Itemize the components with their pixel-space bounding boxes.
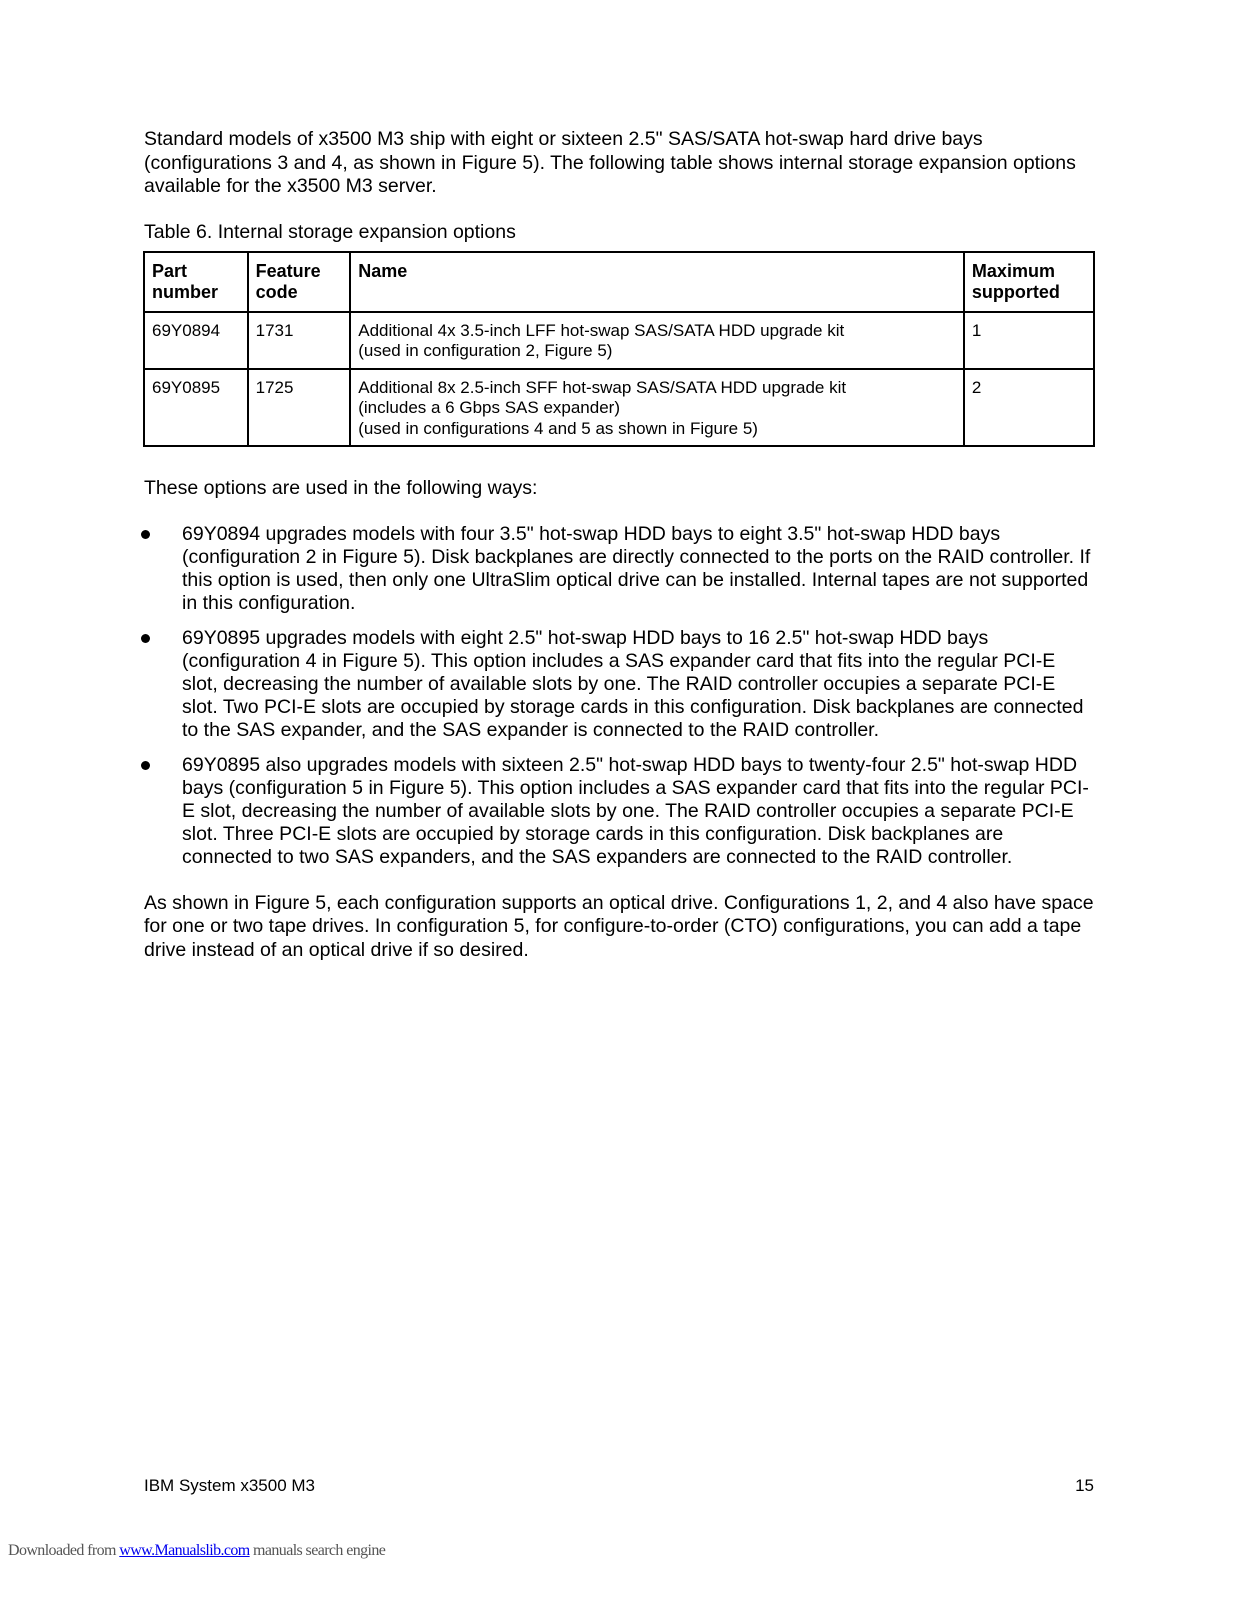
header-name: Name <box>350 252 964 312</box>
uses-intro-paragraph: These options are used in the following ways: <box>144 477 538 499</box>
intro-paragraph: Standard models of x3500 M3 ship with eight or sixteen 2.5" SAS/SATA hot-swap hard drive bays (configurations 3 and 4, as shown in Figure 5). The following table shows internal storage expansion options available for the x3500 M3 server. <box>144 128 1076 197</box>
bullet-icon <box>141 634 150 643</box>
manualslib-link[interactable]: www.Manualslib.com <box>119 1542 250 1559</box>
list-item-text: 69Y0895 upgrades models with eight 2.5" hot-swap HDD bays to 16 2.5" hot-swap HDD bays (configuration 4 in Figure 5). This option includes a SAS expander card that fits into the regular PCI-E slot, decreasing the number of available slots by one. The RAID controller occupies a separate PCI-E slot. Two PCI-E slots are occupied by storage cards in this configuration. Disk backplanes are connected to the SAS expander, and the SAS expander is connected to the RAID controller. <box>182 626 1084 741</box>
bullet-list <box>144 523 1094 869</box>
cell-part-number: 69Y0895 <box>144 369 248 447</box>
table-caption: Table 6. Internal storage expansion options <box>144 220 516 243</box>
bullet-icon <box>141 530 150 539</box>
cell-maximum-supported: 1 <box>964 312 1094 369</box>
bullet-icon <box>141 761 150 770</box>
cell-name: Additional 8x 2.5-inch SFF hot-swap SAS/SATA HDD upgrade kit (includes a 6 Gbps SAS expander) (used in configurations 4 and 5 as shown in Figure 5) <box>350 369 964 447</box>
footer-title: IBM System x3500 M3 <box>144 1476 316 1495</box>
header-feature-code: Feature code <box>248 252 351 312</box>
table-header-row <box>144 252 1094 312</box>
download-note <box>8 1541 385 1561</box>
page-number: 15 <box>1075 1476 1094 1495</box>
cell-part-number: 69Y0894 <box>144 312 248 369</box>
download-note-suffix: manuals search engine <box>249 1542 386 1559</box>
cell-name: Additional 4x 3.5-inch LFF hot-swap SAS/SATA HDD upgrade kit (used in configuration 2, Figure 5) <box>350 312 964 369</box>
cell-feature-code: 1725 <box>248 369 351 447</box>
list-item <box>144 523 1094 615</box>
list-item <box>144 627 1094 742</box>
header-maximum-supported: Maximum supported <box>964 252 1094 312</box>
header-part-number: Part number <box>144 252 248 312</box>
cell-maximum-supported: 2 <box>964 369 1094 447</box>
list-item-text: 69Y0895 also upgrades models with sixteen 2.5" hot-swap HDD bays to twenty-four 2.5" hot-swap HDD bays (configuration 5 in Figure 5). This option includes a SAS expander card that fits into the regular PCI-E slot, decreasing the number of available slots by one. The RAID controller occupies a separate PCI-E slot. Three PCI-E slots are occupied by storage cards in this configuration. Disk backplanes are connected to two SAS expanders, and the SAS expanders are connected to the RAID controller. <box>182 753 1089 868</box>
closing-paragraph: As shown in Figure 5, each configuration supports an optical drive. Configurations 1, 2, and 4 also have space for one or two tape drives. In configuration 5, for configure-to-order (CTO) configurations, you can add a tape drive instead of an optical drive if so desired. <box>144 891 1094 961</box>
list-item-text: 69Y0894 upgrades models with four 3.5" hot-swap HDD bays to eight 3.5" hot-swap HDD bays (configuration 2 in Figure 5). Disk backplanes are directly connected to the ports on the RAID controller. If this option is used, then only one UltraSlim optical drive can be installed. Internal tapes are not supported in this configuration. <box>182 522 1091 614</box>
page-content <box>144 128 1094 962</box>
table-row <box>144 369 1094 447</box>
table-row <box>144 312 1094 369</box>
cell-feature-code: 1731 <box>248 312 351 369</box>
download-note-prefix: Downloaded from <box>8 1542 120 1559</box>
storage-options-table <box>143 251 1095 448</box>
list-item <box>144 754 1094 869</box>
